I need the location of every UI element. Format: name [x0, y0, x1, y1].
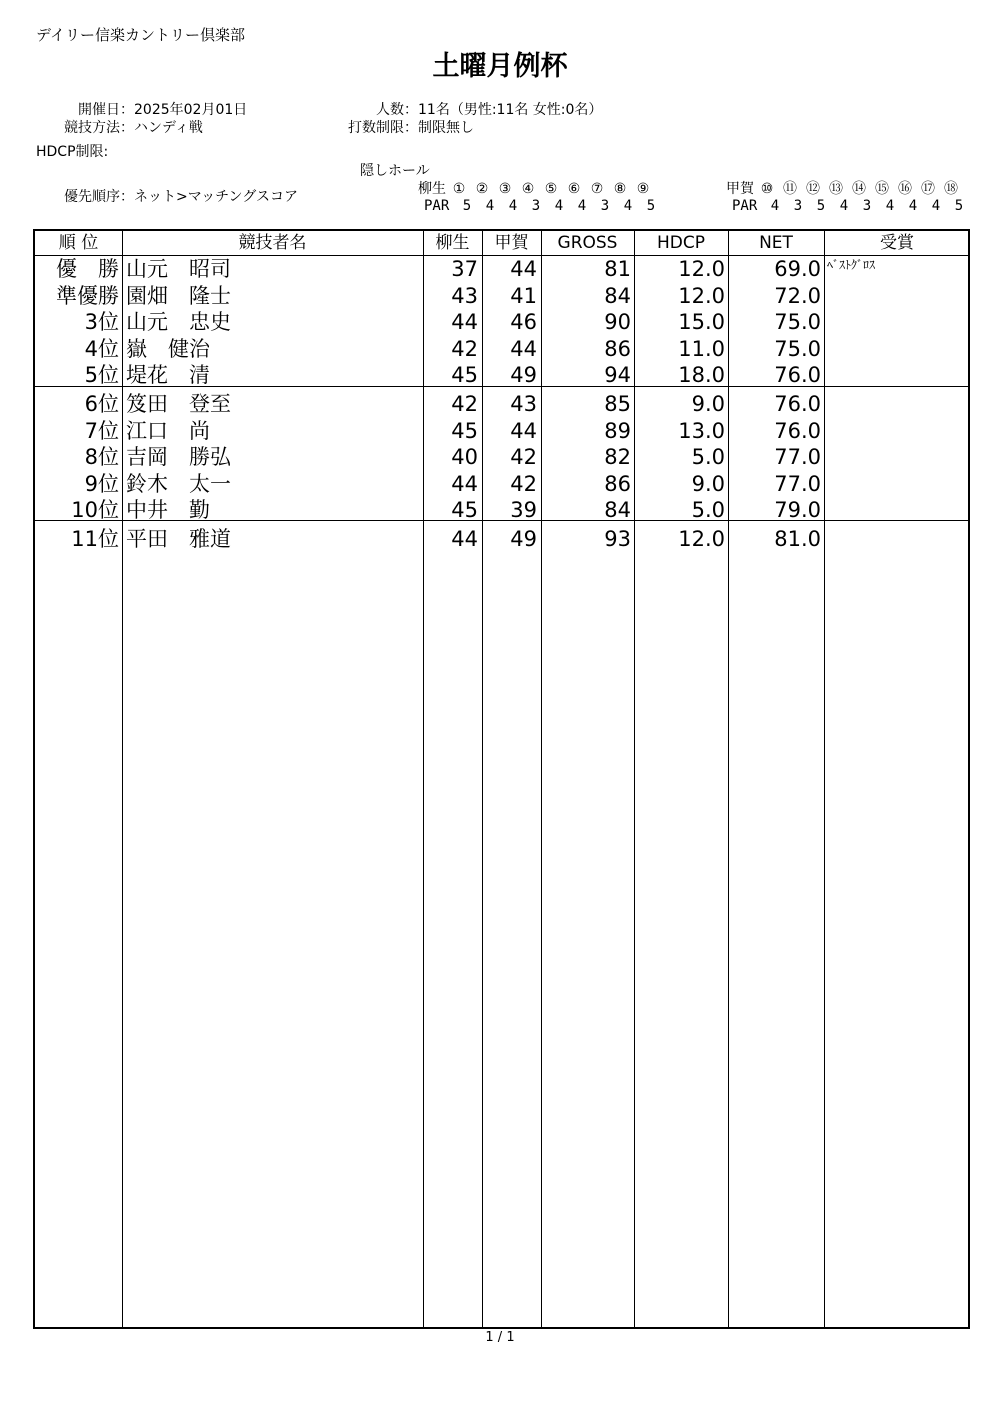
award-cell — [827, 364, 967, 390]
table-row — [35, 497, 968, 524]
method-line: 競技方法：ハンディ戦 — [36, 119, 247, 137]
gross-score: 85 — [604, 392, 631, 416]
award-cell — [827, 446, 967, 472]
net-score: 77.0 — [774, 471, 821, 496]
col-name: 競技者名 — [238, 233, 307, 253]
gross-score: 89 — [604, 418, 631, 443]
hdcp-value: 15.0 — [678, 310, 725, 335]
club-name: デイリー信楽カントリー倶楽部 — [36, 26, 245, 44]
in-score: 39 — [510, 498, 537, 523]
net-score: 72.0 — [774, 283, 821, 308]
out-score: 37 — [451, 257, 478, 281]
net-score: 76.0 — [774, 392, 821, 416]
hidden-hole-number: ⑤ — [544, 181, 558, 197]
hole-par: 4 — [908, 198, 918, 214]
player-name: 山元 昭司 — [126, 257, 231, 281]
net-score: 77.0 — [774, 445, 821, 470]
rank-cell: 5位 — [84, 363, 119, 388]
hidden-hole-number: ⑦ — [590, 181, 604, 197]
rank-cell: 準優勝 — [56, 283, 119, 308]
rank-cell: 10位 — [71, 498, 119, 523]
gross-score: 94 — [604, 363, 631, 388]
hdcp-value: 9.0 — [691, 392, 725, 416]
people-line: 人数：11名（男性:11名 女性:0名） — [320, 101, 602, 119]
net-score: 75.0 — [774, 336, 821, 361]
rank-cell: 3位 — [84, 310, 119, 335]
table-row — [35, 418, 968, 445]
priority-label: 優先順序 — [64, 189, 120, 205]
hole-par: 5 — [646, 198, 656, 214]
award-cell — [827, 499, 967, 525]
in-score: 44 — [510, 336, 537, 361]
hole-par: 4 — [554, 198, 564, 214]
hole-par: 5 — [954, 198, 964, 214]
hole-par: 5 — [462, 198, 472, 214]
award-cell — [827, 338, 967, 364]
in-score: 49 — [510, 363, 537, 388]
gross-score: 82 — [604, 445, 631, 470]
hidden-hole-number: ⑥ — [567, 181, 581, 197]
hdcp-limit-label: HDCP制限: — [36, 144, 109, 160]
back-par-label: PAR — [732, 198, 758, 214]
hole-par: 3 — [862, 198, 872, 214]
hdcp-value: 12.0 — [678, 283, 725, 308]
table-row — [35, 309, 968, 336]
hole-par: 3 — [531, 198, 541, 214]
net-score: 81.0 — [774, 527, 821, 551]
player-name: 平田 雅道 — [126, 527, 231, 551]
col-award: 受賞 — [880, 233, 914, 253]
hole-par: 4 — [485, 198, 495, 214]
gross-score: 84 — [604, 498, 631, 523]
award-cell — [827, 528, 967, 554]
table-row — [35, 526, 968, 553]
table-row — [35, 362, 968, 389]
front-par-label: PAR — [424, 198, 450, 214]
hdcp-value: 18.0 — [678, 363, 725, 388]
rank-cell: 11位 — [71, 527, 119, 551]
hidden-hole-number: ⑰ — [921, 181, 935, 197]
hole-par: 5 — [816, 198, 826, 214]
hdcp-value: 11.0 — [678, 336, 725, 361]
hidden-holes-label: 隠しホール — [360, 163, 430, 179]
net-score: 79.0 — [774, 498, 821, 523]
hidden-hole-number: ⑮ — [875, 181, 889, 197]
out-score: 45 — [451, 498, 478, 523]
col-in: 甲賀 — [494, 233, 529, 253]
out-score: 43 — [451, 283, 478, 308]
hidden-hole-number: ⑫ — [806, 181, 820, 197]
gross-score: 86 — [604, 471, 631, 496]
in-score: 49 — [510, 527, 537, 551]
gross-score: 84 — [604, 283, 631, 308]
people-value: 11名（男性:11名 女性:0名） — [418, 102, 603, 118]
col-rank: 順 位 — [58, 233, 99, 253]
hole-par: 4 — [770, 198, 780, 214]
award-cell — [827, 285, 967, 311]
page-title: 土曜月例杯 — [432, 51, 568, 82]
hidden-hole-number: ⑱ — [944, 181, 958, 197]
col-hdcp: HDCP — [657, 233, 705, 253]
back-holes — [726, 180, 973, 215]
gross-score: 86 — [604, 336, 631, 361]
player-name: 笈田 登至 — [126, 392, 231, 416]
hidden-hole-number: ④ — [521, 181, 535, 197]
in-score: 44 — [510, 418, 537, 443]
player-name: 嶽 健治 — [126, 336, 210, 361]
net-score: 69.0 — [774, 257, 821, 281]
hidden-hole-number: ⑯ — [898, 181, 912, 197]
out-score: 42 — [451, 392, 478, 416]
method-value: ハンディ戦 — [134, 120, 203, 136]
hidden-hole-number: ⑨ — [636, 181, 650, 197]
hole-par: 3 — [600, 198, 610, 214]
out-score: 44 — [451, 527, 478, 551]
hdcp-value: 13.0 — [678, 418, 725, 443]
method-label: 競技方法 — [64, 120, 120, 136]
date-line: 開催日：2025年02月01日 — [36, 101, 247, 119]
player-name: 吉岡 勝弘 — [126, 445, 231, 470]
rank-cell: 6位 — [84, 392, 119, 416]
player-name: 江口 尚 — [126, 418, 210, 443]
priority-value: ネット>マッチングスコア — [134, 189, 299, 205]
out-score: 45 — [451, 363, 478, 388]
player-name: 中井 勤 — [126, 498, 210, 523]
gross-score: 93 — [604, 527, 631, 551]
hole-par: 4 — [577, 198, 587, 214]
hidden-hole-number: ⑧ — [613, 181, 627, 197]
col-gross: GROSS — [557, 233, 618, 253]
date-value: 2025年02月01日 — [134, 102, 248, 118]
people-label: 人数 — [376, 102, 404, 118]
info-left — [36, 101, 247, 161]
in-score: 41 — [510, 283, 537, 308]
player-name: 堤花 清 — [126, 363, 210, 388]
rank-cell: 7位 — [84, 418, 119, 443]
player-name: 園畑 隆士 — [126, 283, 231, 308]
award-cell — [827, 473, 967, 499]
in-score: 42 — [510, 471, 537, 496]
out-score: 45 — [451, 418, 478, 443]
hidden-hole-number: ⑪ — [783, 181, 797, 197]
rank-cell: 4位 — [84, 336, 119, 361]
results-table — [33, 229, 970, 1329]
table-row — [35, 283, 968, 310]
in-score: 43 — [510, 392, 537, 416]
table-row — [35, 444, 968, 471]
back-course-name: 甲賀 — [726, 181, 754, 197]
front-holes — [418, 180, 665, 215]
award-cell — [827, 393, 967, 419]
in-score: 46 — [510, 310, 537, 335]
out-score: 44 — [451, 471, 478, 496]
hidden-hole-number: ① — [452, 181, 466, 197]
col-net: NET — [759, 233, 793, 253]
stroke-limit-line: 打数制限：制限無し — [320, 119, 602, 137]
front-course-name: 柳生 — [418, 181, 446, 197]
hole-par: 4 — [623, 198, 633, 214]
page-number: 1 / 1 — [485, 1330, 515, 1345]
hdcp-value: 9.0 — [691, 471, 725, 496]
player-name: 鈴木 太一 — [126, 471, 231, 496]
hole-par: 4 — [885, 198, 895, 214]
out-score: 40 — [451, 445, 478, 470]
hdcp-value: 12.0 — [678, 527, 725, 551]
date-label: 開催日 — [78, 102, 120, 118]
rank-cell: 優 勝 — [56, 257, 119, 281]
col-out: 柳生 — [435, 233, 470, 253]
stroke-limit-value: 制限無し — [418, 120, 474, 136]
gross-score: 81 — [604, 257, 631, 281]
priority-line: 優先順序：ネット>マッチングスコア — [36, 188, 298, 206]
net-score: 75.0 — [774, 310, 821, 335]
gross-score: 90 — [604, 310, 631, 335]
player-name: 山元 忠史 — [126, 310, 231, 335]
hidden-hole-number: ⑭ — [852, 181, 866, 197]
hole-par: 4 — [931, 198, 941, 214]
hidden-hole-number: ② — [475, 181, 489, 197]
hidden-hole-number: ⑬ — [829, 181, 843, 197]
award-cell: ﾍﾞｽﾄｸﾞﾛｽ — [827, 258, 876, 272]
net-score: 76.0 — [774, 363, 821, 388]
hdcp-value: 12.0 — [678, 257, 725, 281]
hidden-hole-number: ③ — [498, 181, 512, 197]
table-row — [35, 256, 968, 283]
rank-cell: 9位 — [84, 471, 119, 496]
table-header — [35, 231, 968, 256]
in-score: 42 — [510, 445, 537, 470]
out-score: 44 — [451, 310, 478, 335]
in-score: 44 — [510, 257, 537, 281]
hole-par: 3 — [793, 198, 803, 214]
table-row — [35, 391, 968, 418]
hdcp-value: 5.0 — [691, 498, 725, 523]
table-row — [35, 336, 968, 363]
rank-cell: 8位 — [84, 445, 119, 470]
net-score: 76.0 — [774, 418, 821, 443]
hole-par: 4 — [839, 198, 849, 214]
award-cell — [827, 311, 967, 337]
stroke-limit-label: 打数制限 — [348, 120, 404, 136]
award-cell — [827, 420, 967, 446]
info-right — [320, 101, 602, 137]
hdcp-value: 5.0 — [691, 445, 725, 470]
table-row — [35, 471, 968, 498]
out-score: 42 — [451, 336, 478, 361]
hidden-hole-number: ⑩ — [760, 181, 774, 197]
hole-par: 4 — [508, 198, 518, 214]
